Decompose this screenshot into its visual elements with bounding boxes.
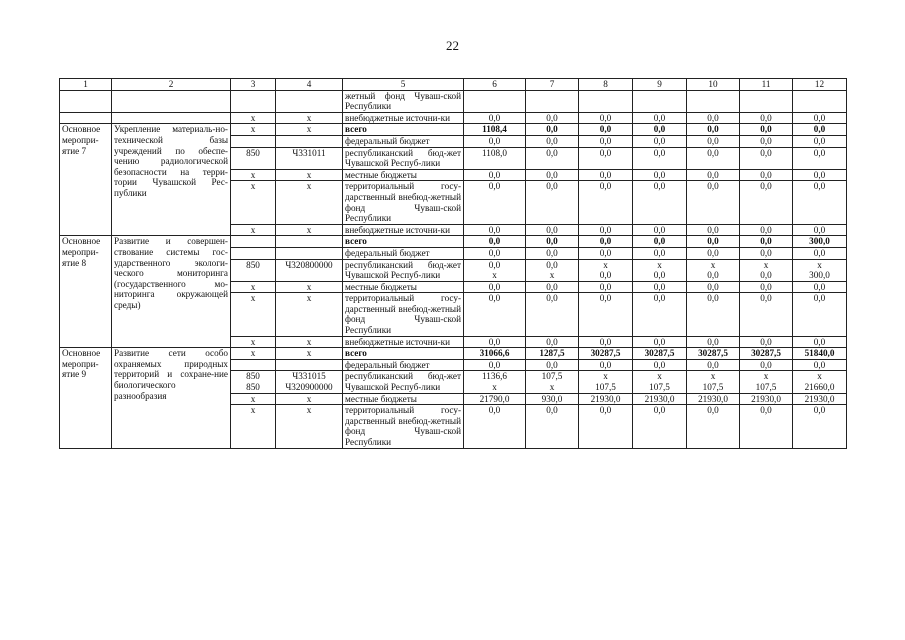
table-row [60, 348, 847, 360]
value-cell [740, 90, 793, 112]
budget-code-cell [276, 359, 343, 371]
value-cell: 0,0 [633, 169, 687, 181]
value-cell: x 0,0 [740, 259, 793, 281]
table-row [60, 236, 847, 248]
value-cell: x 0,0 [687, 259, 740, 281]
admin-code-cell [231, 247, 276, 259]
column-header: 12 [793, 79, 847, 91]
admin-code-cell: 850 [231, 259, 276, 281]
source-cell: федеральный бюджет [343, 135, 464, 147]
measure-cell: Основное меропри-ятие 7 [60, 124, 112, 236]
admin-code-cell: 850 850 [231, 371, 276, 393]
value-cell: 0,0 [579, 336, 633, 348]
value-cell: 0,0 [687, 247, 740, 259]
measure-name-cell: Развитие и совершен-ствование системы гос-ударственного экологи-ческого мониторинга (государственного мо-ниторинга окружающей среды) [112, 236, 231, 348]
column-header: 7 [526, 79, 579, 91]
value-cell: 0,0 [740, 293, 793, 336]
value-cell: 30287,5 [633, 348, 687, 360]
value-cell: x 0,0 [633, 259, 687, 281]
value-cell [793, 90, 847, 112]
value-cell: 0,0 [687, 124, 740, 136]
value-cell: 21930,0 [633, 393, 687, 405]
admin-code-cell [231, 135, 276, 147]
value-cell: 0,0 [526, 336, 579, 348]
value-cell: 0,0 [526, 247, 579, 259]
value-cell: 0,0 [579, 236, 633, 248]
value-cell: 0,0 [579, 135, 633, 147]
value-cell: 0,0 [464, 236, 526, 248]
admin-code-cell: x [231, 124, 276, 136]
value-cell: 0,0 [793, 169, 847, 181]
value-cell: 0,0 [464, 336, 526, 348]
budget-code-cell: x [276, 224, 343, 236]
source-cell: местные бюджеты [343, 281, 464, 293]
value-cell: 0,0 [740, 135, 793, 147]
value-cell: 0,0 [793, 336, 847, 348]
value-cell: 0,0 [687, 336, 740, 348]
value-cell: 0,0 [793, 124, 847, 136]
value-cell: 1287,5 [526, 348, 579, 360]
value-cell: 0,0 [579, 247, 633, 259]
admin-code-cell: x [231, 281, 276, 293]
admin-code-cell: x [231, 393, 276, 405]
source-cell: территориальный госу-дарственный внебюд-жетный фонд Чуваш-ской Республики [343, 181, 464, 224]
measure-name-cell [112, 112, 231, 124]
source-cell: республиканский бюд-жет Чувашской Респуб-лики [343, 147, 464, 169]
value-cell [464, 90, 526, 112]
header-row [60, 79, 847, 91]
value-cell: 21930,0 [740, 393, 793, 405]
value-cell: 0,0 [526, 281, 579, 293]
value-cell: 0,0 [579, 112, 633, 124]
source-cell: республиканский бюд-жет Чувашской Респуб-лики [343, 371, 464, 393]
column-header: 6 [464, 79, 526, 91]
admin-code-cell: x [231, 336, 276, 348]
value-cell: 0,0 [740, 281, 793, 293]
admin-code-cell: x [231, 181, 276, 224]
value-cell: 0,0 [687, 181, 740, 224]
source-cell: местные бюджеты [343, 393, 464, 405]
value-cell: 0,0 [526, 236, 579, 248]
column-header: 8 [579, 79, 633, 91]
value-cell: x 107,5 [633, 371, 687, 393]
value-cell: 0,0 [633, 135, 687, 147]
value-cell: 0,0 [740, 247, 793, 259]
value-cell: 0,0 [740, 124, 793, 136]
value-cell: 0,0 [464, 405, 526, 448]
value-cell: 0,0 [633, 336, 687, 348]
column-header: 9 [633, 79, 687, 91]
value-cell: 1108,0 [464, 147, 526, 169]
value-cell: 300,0 [793, 236, 847, 248]
source-cell: республиканский бюд-жет Чувашской Респуб-лики [343, 259, 464, 281]
table-row [60, 112, 847, 124]
column-header: 3 [231, 79, 276, 91]
value-cell: 21930,0 [579, 393, 633, 405]
budget-code-cell: x [276, 405, 343, 448]
value-cell: 0,0 [633, 293, 687, 336]
value-cell: 0,0 [633, 124, 687, 136]
table-row [60, 90, 847, 112]
budget-code-cell: x [276, 393, 343, 405]
value-cell: 0,0 [464, 293, 526, 336]
value-cell: 0,0 [633, 181, 687, 224]
source-cell: внебюджетные источни-ки [343, 112, 464, 124]
budget-code-cell [276, 90, 343, 112]
source-cell: жетный фонд Чуваш-ской Республики [343, 90, 464, 112]
value-cell: 0,0 [526, 124, 579, 136]
value-cell: 0,0 [687, 405, 740, 448]
admin-code-cell: x [231, 224, 276, 236]
value-cell: 0,0 [526, 135, 579, 147]
value-cell: 0,0 [464, 135, 526, 147]
value-cell: 0,0 [687, 112, 740, 124]
value-cell: 1108,4 [464, 124, 526, 136]
value-cell: 31066,6 [464, 348, 526, 360]
value-cell: x 107,5 [687, 371, 740, 393]
value-cell: 0,0 [526, 181, 579, 224]
value-cell: 30287,5 [740, 348, 793, 360]
value-cell: 30287,5 [687, 348, 740, 360]
value-cell: 0,0 [526, 405, 579, 448]
value-cell: 0,0 [740, 359, 793, 371]
value-cell: 0,0 [464, 224, 526, 236]
value-cell: 0,0 x [526, 259, 579, 281]
value-cell: 107,5 x [526, 371, 579, 393]
value-cell: 0,0 [579, 405, 633, 448]
measure-name-cell: Укрепление материаль-но-технической базы учреждений по обеспе-чению радиологической безопасности на терри-тории Чувашской Рес-публики [112, 124, 231, 236]
budget-code-cell: x [276, 124, 343, 136]
value-cell: 21790,0 [464, 393, 526, 405]
value-cell: 30287,5 [579, 348, 633, 360]
value-cell: x 0,0 [579, 259, 633, 281]
value-cell: 0,0 [740, 336, 793, 348]
value-cell: 0,0 [740, 236, 793, 248]
budget-code-cell: x [276, 348, 343, 360]
source-cell: внебюджетные источни-ки [343, 336, 464, 348]
value-cell: 0,0 [687, 224, 740, 236]
admin-code-cell: x [231, 348, 276, 360]
value-cell: 0,0 [526, 169, 579, 181]
table-row [60, 124, 847, 136]
source-cell: местные бюджеты [343, 169, 464, 181]
source-cell: территориальный госу-дарственный внебюд-жетный фонд Чуваш-ской Республики [343, 293, 464, 336]
value-cell: 0,0 [793, 281, 847, 293]
value-cell: 51840,0 [793, 348, 847, 360]
measure-name-cell: Развитие сети особо охраняемых природных территорий и сохране-ние биологического разнообразия [112, 348, 231, 448]
value-cell: 0,0 [687, 135, 740, 147]
value-cell: 0,0 [793, 359, 847, 371]
value-cell: 0,0 [464, 359, 526, 371]
value-cell [633, 90, 687, 112]
admin-code-cell: x [231, 169, 276, 181]
value-cell [526, 90, 579, 112]
value-cell: 0,0 [740, 181, 793, 224]
column-header: 2 [112, 79, 231, 91]
value-cell: 0,0 [793, 147, 847, 169]
budget-code-cell: x [276, 169, 343, 181]
budget-code-cell: x [276, 181, 343, 224]
value-cell: x 107,5 [579, 371, 633, 393]
budget-code-cell: x [276, 281, 343, 293]
budget-code-cell: x [276, 112, 343, 124]
column-header: 10 [687, 79, 740, 91]
value-cell: 0,0 [464, 281, 526, 293]
value-cell: 0,0 [633, 112, 687, 124]
value-cell: 21930,0 [687, 393, 740, 405]
value-cell: 0,0 [793, 247, 847, 259]
value-cell: 0,0 [579, 181, 633, 224]
value-cell: 0,0 [793, 181, 847, 224]
source-cell: всего [343, 348, 464, 360]
budget-code-cell [276, 135, 343, 147]
budget-code-cell: x [276, 293, 343, 336]
value-cell: 0,0 [579, 281, 633, 293]
value-cell: 0,0 [633, 224, 687, 236]
value-cell: 0,0 [526, 112, 579, 124]
value-cell: 0,0 [464, 181, 526, 224]
value-cell: 0,0 [633, 147, 687, 169]
measure-cell [60, 112, 112, 124]
column-header: 5 [343, 79, 464, 91]
value-cell: 0,0 [579, 224, 633, 236]
value-cell: 0,0 [793, 135, 847, 147]
column-header: 4 [276, 79, 343, 91]
value-cell: 0,0 [579, 124, 633, 136]
value-cell: 0,0 [633, 405, 687, 448]
value-cell: 0,0 [793, 405, 847, 448]
admin-code-cell [231, 359, 276, 371]
measure-cell: Основное меропри-ятие 8 [60, 236, 112, 348]
source-cell: федеральный бюджет [343, 247, 464, 259]
source-cell: всего [343, 124, 464, 136]
value-cell: 0,0 [740, 147, 793, 169]
value-cell: 0,0 [633, 247, 687, 259]
admin-code-cell [231, 236, 276, 248]
column-header: 11 [740, 79, 793, 91]
value-cell: 0,0 [526, 224, 579, 236]
admin-code-cell: x [231, 405, 276, 448]
value-cell: 0,0 [740, 224, 793, 236]
value-cell: 0,0 [633, 236, 687, 248]
budget-code-cell: x [276, 336, 343, 348]
value-cell: 0,0 [687, 147, 740, 169]
value-cell: 0,0 [579, 147, 633, 169]
value-cell: 0,0 [526, 293, 579, 336]
value-cell: 0,0 [526, 359, 579, 371]
value-cell [687, 90, 740, 112]
value-cell: 0,0 [740, 169, 793, 181]
value-cell: 0,0 [464, 169, 526, 181]
budget-table [59, 78, 847, 449]
admin-code-cell: x [231, 112, 276, 124]
value-cell: 0,0 [687, 236, 740, 248]
value-cell: 0,0 [579, 293, 633, 336]
budget-code-cell: Ч331011 [276, 147, 343, 169]
value-cell: 0,0 [464, 112, 526, 124]
value-cell: 0,0 [687, 359, 740, 371]
value-cell: 0,0 [579, 359, 633, 371]
source-cell: территориальный госу-дарственный внебюд-жетный фонд Чуваш-ской Республики [343, 405, 464, 448]
source-cell: всего [343, 236, 464, 248]
value-cell: 0,0 [526, 147, 579, 169]
admin-code-cell: x [231, 293, 276, 336]
budget-code-cell [276, 236, 343, 248]
budget-code-cell [276, 247, 343, 259]
measure-cell [60, 90, 112, 112]
source-cell: внебюджетные источни-ки [343, 224, 464, 236]
value-cell: x 21660,0 [793, 371, 847, 393]
value-cell: 0,0 [740, 112, 793, 124]
value-cell: 0,0 [633, 281, 687, 293]
value-cell: x 107,5 [740, 371, 793, 393]
value-cell: 0,0 [687, 293, 740, 336]
budget-code-cell: Ч331015 Ч320900000 [276, 371, 343, 393]
value-cell: 0,0 x [464, 259, 526, 281]
value-cell: 0,0 [464, 247, 526, 259]
table-body [60, 90, 847, 448]
measure-cell: Основное меропри-ятие 9 [60, 348, 112, 448]
value-cell: 0,0 [687, 281, 740, 293]
table-header [60, 79, 847, 91]
source-cell: федеральный бюджет [343, 359, 464, 371]
admin-code-cell [231, 90, 276, 112]
budget-code-cell: Ч320800000 [276, 259, 343, 281]
value-cell: 0,0 [687, 169, 740, 181]
value-cell: 0,0 [740, 405, 793, 448]
value-cell: 0,0 [793, 112, 847, 124]
value-cell: 0,0 [793, 224, 847, 236]
value-cell: 0,0 [793, 293, 847, 336]
value-cell: 1136,6 x [464, 371, 526, 393]
page-number: 22 [446, 38, 459, 53]
column-header: 1 [60, 79, 112, 91]
value-cell: 0,0 [633, 359, 687, 371]
admin-code-cell: 850 [231, 147, 276, 169]
value-cell [579, 90, 633, 112]
value-cell: 0,0 [579, 169, 633, 181]
measure-name-cell [112, 90, 231, 112]
value-cell: x 300,0 [793, 259, 847, 281]
value-cell: 930,0 [526, 393, 579, 405]
value-cell: 21930,0 [793, 393, 847, 405]
